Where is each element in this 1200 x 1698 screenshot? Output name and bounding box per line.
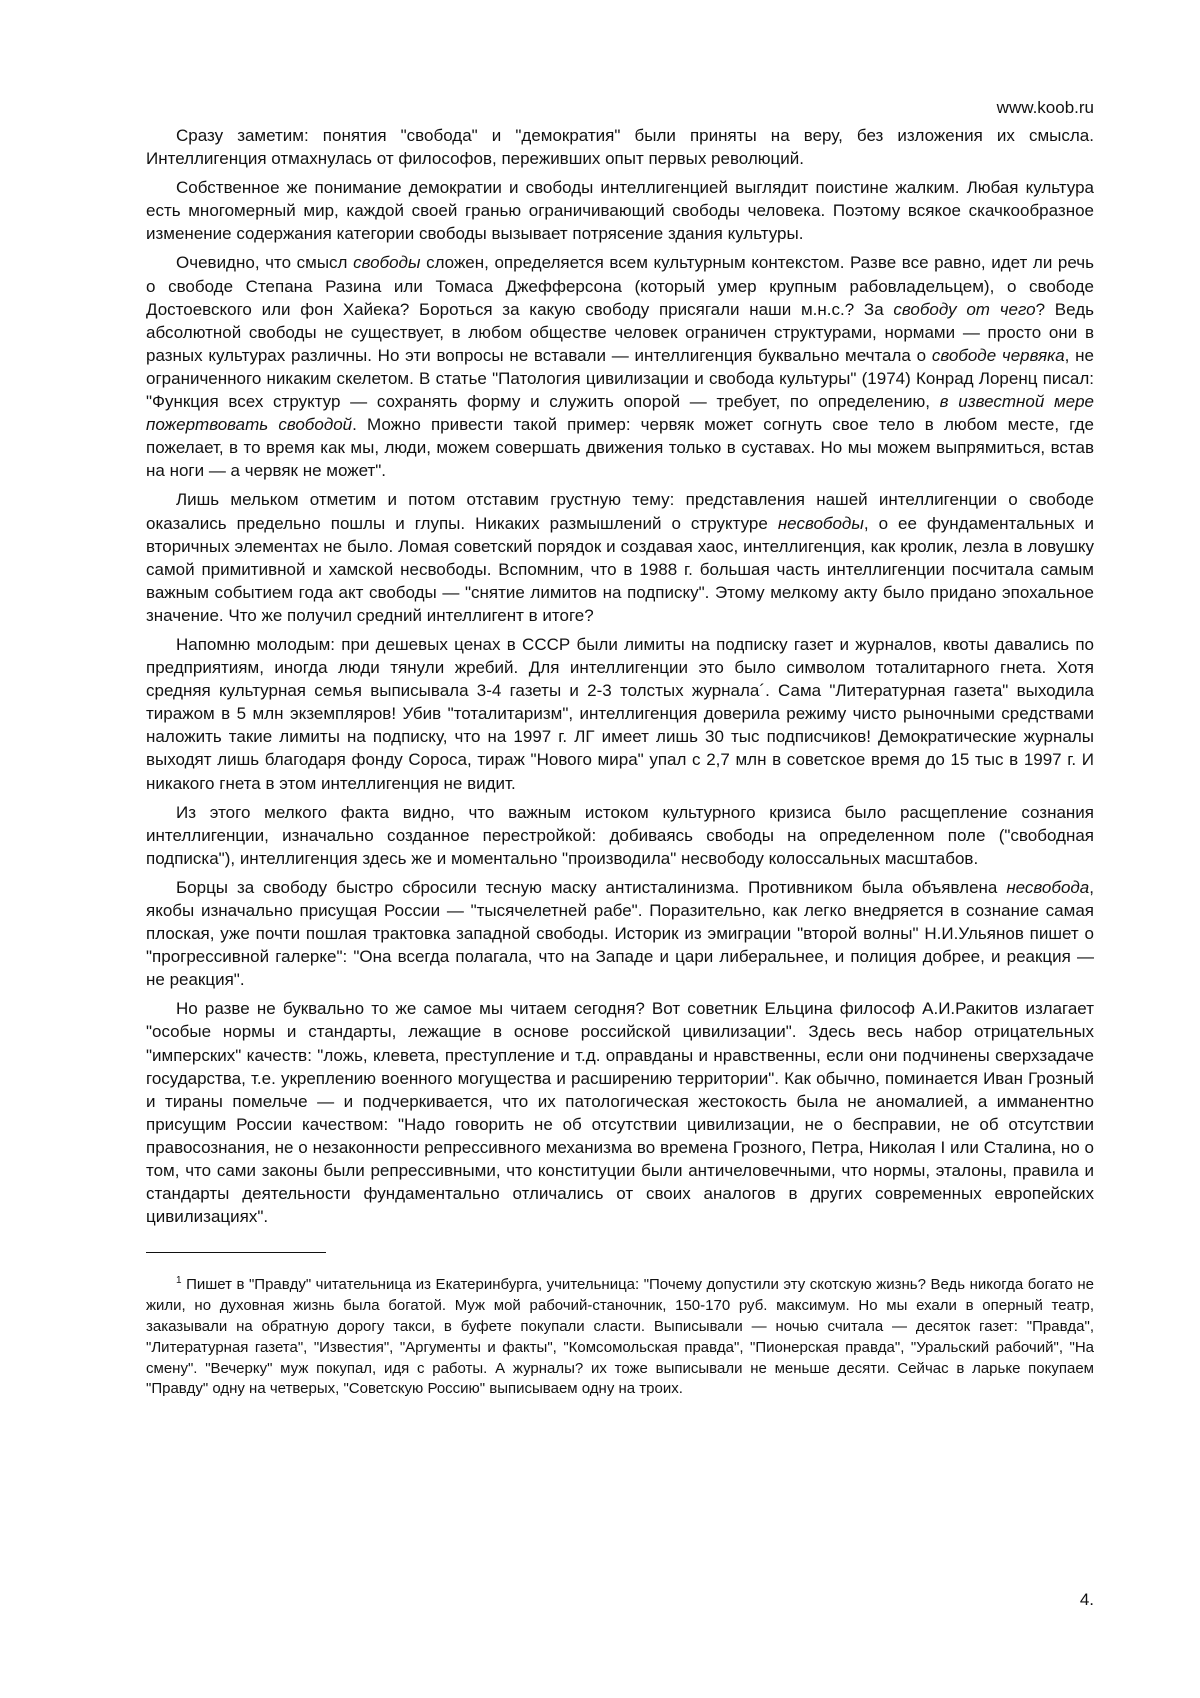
paragraph <box>146 633 1094 795</box>
paragraph <box>146 124 1094 170</box>
text-run: , не ограниченного никаким скелетом. В статье "Патология цивилизации и свобода культуры" (1974) Конрад Лоренц писал: "Функция всех структур — сохранять форму и служить опорой — требует, по определению, <box>146 345 1094 412</box>
italic-text: несвобода <box>1006 877 1090 897</box>
page-number: 4. <box>1079 1590 1094 1609</box>
text-run: Но разве не буквально то же самое мы читаем сегодня? Вот советник Ельцина философ А.И.Ракитов излагает "особые нормы и стандарты, лежащие в основе российской цивилизации". Здесь весь набор отрицательных "имперских" качеств: "ложь, клевета, преступление и т.д. оправданы и нравственны, если они подчинены сверхзадаче государства, т.е. укреплению военного могущества и расширению территории". Как обычно, поминается Иван Грозный и тираны помельче — и подчеркивается, что их патологическая жестокость была не аномалией, а имманентно присущим России качеством: "Надо говорить не об отсутствии цивилизации, не о бесправии, не об отсутствии правосознания, не о незаконности репрессивного механизма во времена Грозного, Петра, Николая I или Сталина, но о том, что сами законы были репрессивными, что конституции были античеловечными, что нормы, эталоны, правила и стандарты деятельности фундаментально отличались от своих аналогов в других современных европейских цивилизациях". <box>146 999 1094 1227</box>
paragraph <box>146 801 1094 870</box>
text-run: . Можно привести такой пример: червяк может согнуть свое тело в любом месте, где пожелает, в то время как мы, люди, можем совершать движения только в суставах. Но мы можем выпрямиться, встав на ноги — а червяк не может". <box>146 415 1094 481</box>
italic-text: свободы <box>353 253 421 273</box>
italic-text: свободу от чего <box>893 299 1036 319</box>
footnote-text: Пишет в "Правду" читательница из Екатеринбурга, учительница: "Почему допустили эту скотскую жизнь? Ведь никогда богато не жили, но духовная жизнь была богатой. Муж мой рабочий-станочник, 150-170 руб. максимум. Но мы ехали в оперный театр, заказывали на обратную дорогу такси, в буфете покупали сласти. Выписывали — ночью считала — десяток газет: "Правда", "Литературная газета", "Известия", "Аргументы и факты", "Комсомольская правда", "Пионерская правда", "Уральский рабочий", "На смену". "Вечерку" муж покупал, идя с работы. А журналы? их тоже выписывали не меньше десяти. Сейчас в ларьке покупаем "Правду" одну на четверых, "Советскую Россию" выписываем одну на троих. <box>146 1276 1094 1398</box>
text-run: Собственное же понимание демократии и свободы интеллигенцией выглядит поистине жалким. Любая культура есть многомерный мир, каждой своей гранью ограничивающий свободы человека. Поэтому всякое скачкообразное изменение содержания категории свободы вызывает потрясение здания культуры. <box>146 178 1094 244</box>
text-run: Напомню молодым: при дешевых ценах в СССР были лимиты на подписку газет и журналов, квоты давались по предприятиям, иногда люди тянули жребий. Для интеллигенции это было символом тоталитарного гнета. Хотя средняя культурная семья выписывала 3-4 газеты и 2-3 толстых журнала <box>146 634 1094 701</box>
paragraph <box>146 876 1094 991</box>
text-run: ? Ведь абсолютной свободы не существует, в любом обществе человек ограничен структурами, нормами — просто они в разных культурах различны. Но эти вопросы не вставали — интеллигенция буквально мечтала о <box>146 299 1094 365</box>
text-run: , якобы изначально присущая России — "тысячелетней рабе". Поразительно, как легко внедряется в сознание самая плоская, уже почти пошлая трактовка западной свободы. Историк из эмиграции "второй волны" Н.И.Ульянов пишет о "прогрессивной галерке": "Она всегда полагала, что на Западе и цари либеральнее, и полиция добрее, и реакция — не реакция". <box>146 877 1094 990</box>
text-run: сложен, определяется всем культурным контекстом. Разве все равно, идет ли речь о свободе Степана Разина или Томаса Джефферсона (который умер крупным рабовладельцем), о свободе Достоевского или фон Хайека? Бороться за какую свободу присягали наши м.н.с.? За <box>146 253 1094 319</box>
text-run: Очевидно, что смысл <box>176 253 354 273</box>
text-run: Сразу заметим: понятия "свобода" и "демократия" были приняты на веру, без изложения их смысла. Интеллигенция отмахнулась от философов, переживших опыт первых революций. <box>146 126 1094 169</box>
text-run: Лишь мельком отметим и потом отставим грустную тему: представления нашей интеллигенции о свободе оказались предельно пошлы и глупы. Никаких размышлений о структуре <box>146 490 1094 533</box>
italic-text: в известной мере пожертвовать свободой <box>146 392 1094 435</box>
footnote-separator <box>146 1252 326 1253</box>
text-run: . Сама "Литературная газета" выходила тиражом в 5 млн экземпляров! Убив "тоталитаризм", интеллигенция доверила режиму чисто рыночными средствами наложить такие лимиты на подписку, что на 1997 г. ЛГ имеет лишь 30 тыс подписчиков! Демократические журналы выходят лишь благодаря фонду Сороса, тираж "Нового мира" упал с 2,7 млн в советское время до 15 тыс в 1997 г. И никакого гнета в этом интеллигенция не видит. <box>146 681 1094 793</box>
site-url[interactable]: www.koob.ru <box>996 98 1094 117</box>
footnote-mark: 1 <box>176 1275 182 1287</box>
italic-text: свободе червяка <box>931 345 1065 365</box>
text-run: , о ее фундаментальных и вторичных элементах не было. Ломая советский порядок и создавая хаос, интеллигенция, как кролик, лезла в ловушку самой примитивной и хамской несвободы. Вспомним, что в 1988 г. большая часть интеллигенции посчитала самым важным событием года акт свободы — "снятие лимитов на подписку". Этому мелкому акту было придано эпохальное значение. Что же получил средний интеллигент в итоге? <box>146 513 1095 625</box>
paragraph <box>146 251 1094 482</box>
paragraph <box>146 176 1094 245</box>
italic-text: несвободы <box>777 513 864 533</box>
body-text <box>146 124 1094 1228</box>
text-run: Борцы за свободу быстро сбросили тесную маску антисталинизма. Противником была объявлена <box>176 877 1007 897</box>
paragraph <box>146 488 1094 627</box>
text-run: Из этого мелкого факта видно, что важным истоком культурного кризиса было расщепление сознания интеллигенции, изначально созданное перестройкой: добиваясь свободы на определенном поле ("свободная подписка"), интеллигенция здесь же и моментально "производила" несвободу колоссальных масштабов. <box>146 802 1094 868</box>
document-page <box>146 96 1094 1400</box>
footnote <box>146 1275 1094 1400</box>
footnote-ref: ´ <box>759 681 766 701</box>
paragraph <box>146 997 1094 1228</box>
